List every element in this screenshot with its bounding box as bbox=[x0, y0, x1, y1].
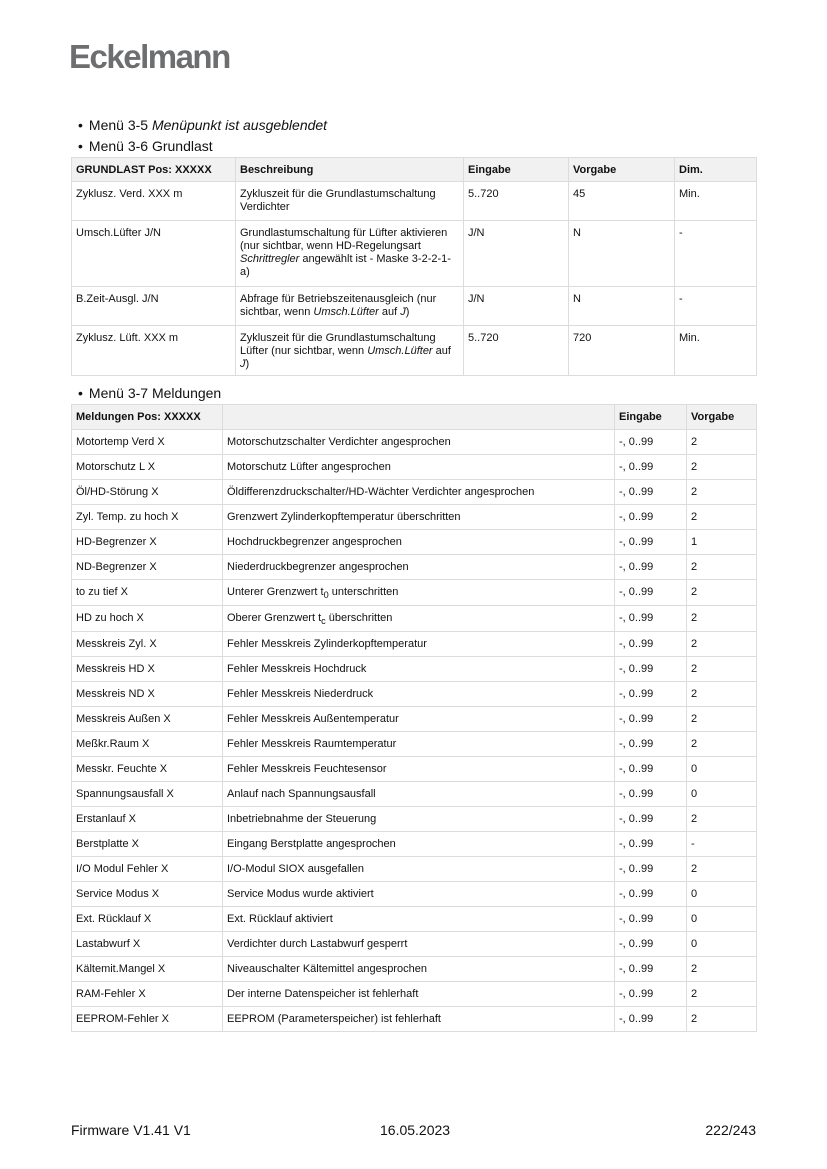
table-row bbox=[72, 932, 757, 957]
description bbox=[236, 326, 464, 376]
eingabe: -, 0..99 bbox=[615, 505, 687, 530]
bullet-italic: Menüpunkt ist ausgeblendet bbox=[151, 117, 328, 133]
description bbox=[223, 657, 615, 682]
description-text: Hochdruckbegrenzer angesprochen bbox=[227, 536, 402, 548]
message-name: Öl/HD-Störung X bbox=[72, 480, 223, 505]
table-row bbox=[72, 957, 757, 982]
description bbox=[223, 707, 615, 732]
eingabe: -, 0..99 bbox=[615, 732, 687, 757]
description bbox=[223, 982, 615, 1007]
table-row bbox=[72, 732, 757, 757]
vorgabe: 2 bbox=[687, 455, 757, 480]
description bbox=[223, 480, 615, 505]
table-row bbox=[72, 782, 757, 807]
description-text: Der interne Datenspeicher ist fehlerhaft bbox=[227, 988, 419, 1001]
description-part: Schrittregler bbox=[240, 253, 300, 265]
description-text: Eingang Berstplatte angesprochen bbox=[227, 838, 396, 851]
description-text: Service Modus wurde aktiviert bbox=[227, 888, 374, 901]
description bbox=[223, 757, 615, 782]
dimension: Min. bbox=[675, 326, 757, 376]
eingabe: J/N bbox=[464, 287, 569, 326]
description-text: Fehler Messkreis Zylinderkopftemperatur bbox=[227, 638, 427, 651]
parameter-name: B.Zeit-Ausgl. J/N bbox=[72, 287, 236, 326]
vorgabe: 2 bbox=[687, 632, 757, 657]
eingabe: -, 0..99 bbox=[615, 932, 687, 957]
table-row bbox=[72, 682, 757, 707]
vorgabe: 2 bbox=[687, 682, 757, 707]
eingabe: -, 0..99 bbox=[615, 530, 687, 555]
eingabe: -, 0..99 bbox=[615, 707, 687, 732]
vorgabe: 0 bbox=[687, 782, 757, 807]
message-name: Messkreis ND X bbox=[72, 682, 223, 707]
message-name: Zyl. Temp. zu hoch X bbox=[72, 505, 223, 530]
description-text: Motorschutzschalter Verdichter angesprochen bbox=[227, 436, 451, 448]
eingabe: -, 0..99 bbox=[615, 832, 687, 857]
subscript: 0 bbox=[323, 590, 329, 601]
vorgabe: 2 bbox=[687, 606, 757, 632]
header-cell: Vorgabe bbox=[569, 158, 675, 182]
message-name: Messkreis HD X bbox=[72, 657, 223, 682]
table-row bbox=[72, 221, 757, 287]
description-part: Zykluszeit für die Grundlastumschaltung Lüfter (nur sichtbar, wenn bbox=[240, 332, 436, 357]
description-part: Umsch.Lüfter bbox=[313, 306, 379, 318]
description-text: Fehler Messkreis Raumtemperatur bbox=[227, 738, 397, 751]
description bbox=[223, 455, 615, 480]
eingabe: -, 0..99 bbox=[615, 430, 687, 455]
header-cell: GRUNDLAST Pos: XXXXX bbox=[72, 158, 236, 182]
description bbox=[223, 555, 615, 580]
eingabe: -, 0..99 bbox=[615, 682, 687, 707]
eingabe: -, 0..99 bbox=[615, 882, 687, 907]
description-text: Fehler Messkreis Hochdruck bbox=[227, 663, 367, 676]
eingabe: -, 0..99 bbox=[615, 632, 687, 657]
vorgabe: 2 bbox=[687, 505, 757, 530]
description-part: ) bbox=[405, 306, 410, 318]
eingabe: -, 0..99 bbox=[615, 757, 687, 782]
vorgabe: 45 bbox=[569, 182, 675, 221]
description-text: Unterer Grenzwert t bbox=[227, 586, 324, 598]
description bbox=[223, 505, 615, 530]
vorgabe: 2 bbox=[687, 957, 757, 982]
table-row bbox=[72, 982, 757, 1007]
message-name: ND-Begrenzer X bbox=[72, 555, 223, 580]
table-row bbox=[72, 807, 757, 832]
table-header-row bbox=[72, 405, 757, 430]
header-cell: Eingabe bbox=[464, 158, 569, 182]
meldungen-table bbox=[71, 404, 757, 1032]
description bbox=[236, 287, 464, 326]
vorgabe: 2 bbox=[687, 1007, 757, 1032]
description-part: Grundlastumschaltung für Lüfter aktivieren (nur sichtbar, wenn HD-Regelungsart bbox=[240, 227, 448, 252]
eingabe: -, 0..99 bbox=[615, 657, 687, 682]
description bbox=[223, 782, 615, 807]
description bbox=[223, 857, 615, 882]
description-part: angewählt ist - Maske 3-2-2-1-a) bbox=[240, 253, 451, 278]
message-name: HD zu hoch X bbox=[72, 606, 223, 632]
eingabe: -, 0..99 bbox=[615, 580, 687, 606]
footer-firmware: Firmware V1.41 V1 bbox=[71, 1122, 191, 1138]
bullet-dot: • bbox=[78, 385, 83, 401]
description-text: Fehler Messkreis Feuchtesensor bbox=[227, 763, 387, 776]
bullet-dot: • bbox=[78, 117, 83, 133]
table-row bbox=[72, 1007, 757, 1032]
message-name: Lastabwurf X bbox=[72, 932, 223, 957]
header-cell: Meldungen Pos: XXXXX bbox=[72, 405, 223, 430]
description-post: unterschritten bbox=[328, 586, 399, 598]
description-part: ) bbox=[245, 358, 250, 370]
table-row bbox=[72, 707, 757, 732]
bullet-text: Menü 3-7 Meldungen bbox=[88, 385, 222, 401]
vorgabe: 2 bbox=[687, 807, 757, 832]
vorgabe: 2 bbox=[687, 732, 757, 757]
message-name: Kältemit.Mangel X bbox=[72, 957, 223, 982]
eingabe: -, 0..99 bbox=[615, 807, 687, 832]
header-cell: Dim. bbox=[675, 158, 757, 182]
message-name: to zu tief X bbox=[72, 580, 223, 606]
vorgabe: 2 bbox=[687, 707, 757, 732]
vorgabe: N bbox=[569, 287, 675, 326]
description bbox=[223, 732, 615, 757]
bullet-text: Menü 3-6 Grundlast bbox=[88, 138, 213, 154]
bullet-menu-3-7 bbox=[78, 385, 221, 401]
table-row bbox=[72, 882, 757, 907]
description-part: J bbox=[240, 358, 246, 370]
vorgabe: 1 bbox=[687, 530, 757, 555]
eingabe: -, 0..99 bbox=[615, 857, 687, 882]
table-row bbox=[72, 455, 757, 480]
table-row bbox=[72, 480, 757, 505]
table-row bbox=[72, 580, 757, 606]
vorgabe: 0 bbox=[687, 932, 757, 957]
description-text: Verdichter durch Lastabwurf gesperrt bbox=[227, 938, 408, 951]
vorgabe: 2 bbox=[687, 857, 757, 882]
description bbox=[223, 882, 615, 907]
eingabe: 5..720 bbox=[464, 326, 569, 376]
table-row bbox=[72, 530, 757, 555]
vorgabe: 2 bbox=[687, 430, 757, 455]
eingabe: -, 0..99 bbox=[615, 455, 687, 480]
eingabe: -, 0..99 bbox=[615, 555, 687, 580]
table-header-row bbox=[72, 158, 757, 182]
bullet-menu-3-5 bbox=[78, 117, 327, 133]
description-text: Anlauf nach Spannungsausfall bbox=[227, 788, 376, 801]
description-text: Inbetriebnahme der Steuerung bbox=[227, 813, 377, 826]
description bbox=[223, 530, 615, 555]
message-name: I/O Modul Fehler X bbox=[72, 857, 223, 882]
message-name: Erstanlauf X bbox=[72, 807, 223, 832]
eingabe: -, 0..99 bbox=[615, 957, 687, 982]
description bbox=[223, 632, 615, 657]
footer-date: 16.05.2023 bbox=[380, 1122, 451, 1138]
message-name: Motorschutz L X bbox=[72, 455, 223, 480]
dimension: - bbox=[675, 221, 757, 287]
description-text: Fehler Messkreis Niederdruck bbox=[227, 688, 374, 701]
description-part: auf bbox=[378, 306, 401, 318]
parameter-name: Umsch.Lüfter J/N bbox=[72, 221, 236, 287]
vorgabe: 2 bbox=[687, 982, 757, 1007]
description bbox=[223, 957, 615, 982]
description-text: Niederdruckbegrenzer angesprochen bbox=[227, 561, 409, 573]
eingabe: -, 0..99 bbox=[615, 982, 687, 1007]
bullet-menu-3-6 bbox=[78, 138, 213, 154]
description-text: Oberer Grenzwert t bbox=[227, 612, 322, 625]
description-text: Niveauschalter Kältemittel angesprochen bbox=[227, 963, 427, 976]
subscript: c bbox=[321, 616, 326, 627]
vorgabe: 2 bbox=[687, 580, 757, 606]
message-name: Berstplatte X bbox=[72, 832, 223, 857]
table-row bbox=[72, 757, 757, 782]
table-row bbox=[72, 632, 757, 657]
description bbox=[223, 682, 615, 707]
description-part: Zykluszeit für die Grundlastumschaltung Verdichter bbox=[240, 188, 436, 213]
description-text: EEPROM (Parameterspeicher) ist fehlerhaft bbox=[227, 1013, 441, 1026]
header-cell: Vorgabe bbox=[687, 405, 757, 430]
description bbox=[236, 221, 464, 287]
header-cell: Beschreibung bbox=[236, 158, 464, 182]
message-name: Motortemp Verd X bbox=[72, 430, 223, 455]
bullet-text: Menü 3-5 bbox=[88, 117, 152, 133]
table-row bbox=[72, 832, 757, 857]
vorgabe: 720 bbox=[569, 326, 675, 376]
vorgabe: 2 bbox=[687, 555, 757, 580]
parameter-name: Zyklusz. Verd. XXX m bbox=[72, 182, 236, 221]
table-row bbox=[72, 657, 757, 682]
vorgabe: 2 bbox=[687, 657, 757, 682]
description-text: Öldifferenzdruckschalter/HD-Wächter Verdichter angesprochen bbox=[227, 486, 535, 498]
message-name: HD-Begrenzer X bbox=[72, 530, 223, 555]
bullet-dot: • bbox=[78, 138, 83, 154]
table-row bbox=[72, 606, 757, 632]
description bbox=[223, 580, 615, 606]
description bbox=[223, 832, 615, 857]
description bbox=[236, 182, 464, 221]
description-part: J bbox=[400, 306, 406, 318]
vorgabe: N bbox=[569, 221, 675, 287]
table-row bbox=[72, 182, 757, 221]
description-part: Umsch.Lüfter bbox=[367, 345, 433, 357]
description-text: Grenzwert Zylinderkopftemperatur überschritten bbox=[227, 511, 461, 523]
footer-page-number: 222/243 bbox=[705, 1122, 756, 1138]
vorgabe: 0 bbox=[687, 882, 757, 907]
description bbox=[223, 807, 615, 832]
description bbox=[223, 606, 615, 632]
eckelmann-logo: Eckelmann bbox=[69, 38, 230, 75]
message-name: Messkreis Außen X bbox=[72, 707, 223, 732]
description-text: Ext. Rücklauf aktiviert bbox=[227, 913, 333, 926]
eingabe: -, 0..99 bbox=[615, 606, 687, 632]
table-row bbox=[72, 505, 757, 530]
description bbox=[223, 1007, 615, 1032]
description-part: Abfrage für Betriebszeitenausgleich (nur sichtbar, wenn bbox=[240, 293, 437, 318]
grundlast-table bbox=[71, 157, 757, 376]
table-row bbox=[72, 907, 757, 932]
message-name: RAM-Fehler X bbox=[72, 982, 223, 1007]
dimension: Min. bbox=[675, 182, 757, 221]
message-name: Messkreis Zyl. X bbox=[72, 632, 223, 657]
header-cell: Eingabe bbox=[615, 405, 687, 430]
vorgabe: - bbox=[687, 832, 757, 857]
description bbox=[223, 932, 615, 957]
message-name: Ext. Rücklauf X bbox=[72, 907, 223, 932]
eingabe: -, 0..99 bbox=[615, 782, 687, 807]
eingabe: -, 0..99 bbox=[615, 907, 687, 932]
message-name: Meßkr.Raum X bbox=[72, 732, 223, 757]
description bbox=[223, 907, 615, 932]
message-name: Messkr. Feuchte X bbox=[72, 757, 223, 782]
table-row bbox=[72, 287, 757, 326]
dimension: - bbox=[675, 287, 757, 326]
message-name: EEPROM-Fehler X bbox=[72, 1007, 223, 1032]
description bbox=[223, 430, 615, 455]
vorgabe: 2 bbox=[687, 480, 757, 505]
eingabe: 5..720 bbox=[464, 182, 569, 221]
parameter-name: Zyklusz. Lüft. XXX m bbox=[72, 326, 236, 376]
description-part: auf bbox=[432, 345, 451, 357]
table-row bbox=[72, 430, 757, 455]
message-name: Service Modus X bbox=[72, 882, 223, 907]
table-row bbox=[72, 555, 757, 580]
eingabe: -, 0..99 bbox=[615, 1007, 687, 1032]
vorgabe: 0 bbox=[687, 907, 757, 932]
header-cell bbox=[223, 405, 615, 430]
message-name: Spannungsausfall X bbox=[72, 782, 223, 807]
vorgabe: 0 bbox=[687, 757, 757, 782]
eingabe: J/N bbox=[464, 221, 569, 287]
description-text: Fehler Messkreis Außentemperatur bbox=[227, 713, 399, 726]
description-post: überschritten bbox=[325, 612, 393, 625]
description-text: I/O-Modul SIOX ausgefallen bbox=[227, 863, 364, 876]
description-text: Motorschutz Lüfter angesprochen bbox=[227, 461, 391, 473]
table-row bbox=[72, 326, 757, 376]
table-row bbox=[72, 857, 757, 882]
eingabe: -, 0..99 bbox=[615, 480, 687, 505]
